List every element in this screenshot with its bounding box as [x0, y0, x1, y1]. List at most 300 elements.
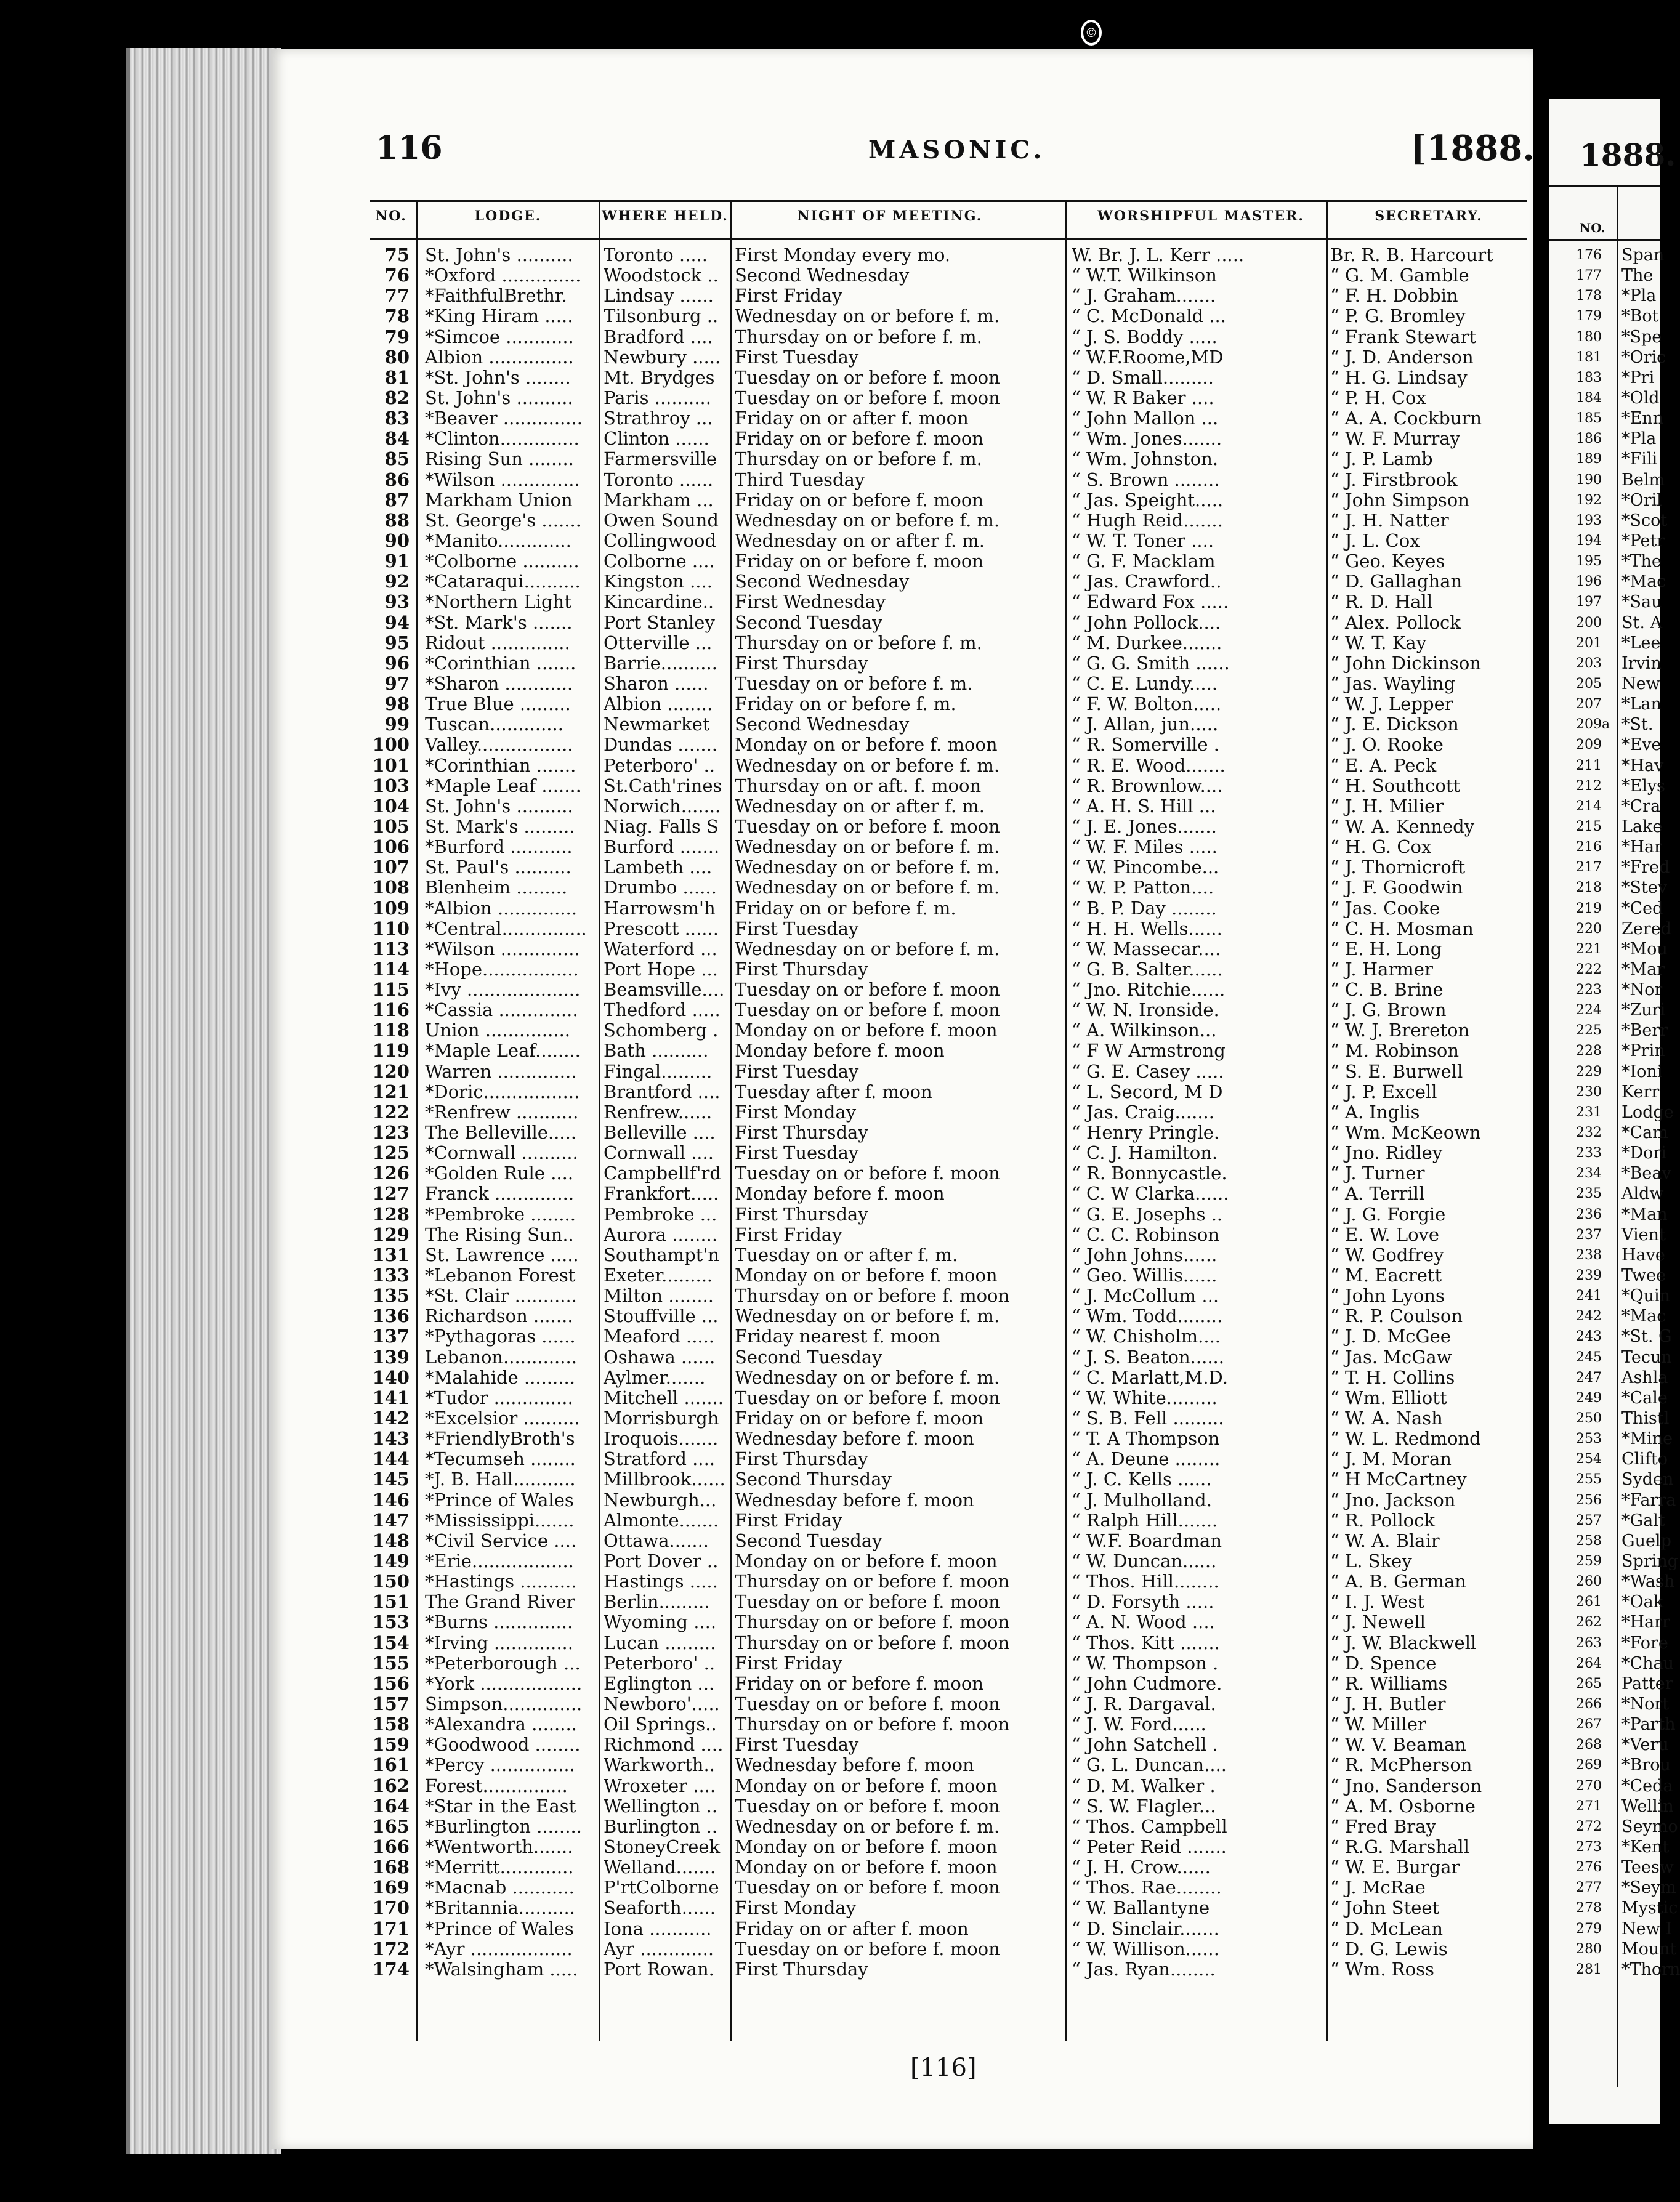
- secretary: “ J. E. Dickson: [1330, 714, 1459, 735]
- facing-lodge-number: 181: [1576, 349, 1602, 365]
- facing-lodge-name: *Quin: [1621, 1286, 1671, 1306]
- page-116: [271, 49, 1533, 2149]
- lodge-name: *FaithfulBrethr.: [425, 285, 567, 307]
- meeting-place: Owen Sound: [604, 509, 719, 531]
- secretary: “ J. Firstbrook: [1330, 469, 1458, 490]
- lodge-number: 143: [372, 1428, 410, 1450]
- footer-page-number: [116]: [910, 2054, 977, 2082]
- table-row: [271, 531, 1533, 551]
- lodge-name: *Doric.................: [425, 1081, 580, 1102]
- lodge-number: 147: [372, 1509, 410, 1531]
- lodge-name: *Civil Service ....: [425, 1530, 577, 1551]
- facing-lodge-name: *Pri: [1621, 368, 1655, 387]
- lodge-name: St. Mark's .........: [425, 815, 575, 837]
- meeting-place: Prescott ......: [604, 918, 719, 939]
- lodge-number: 171: [372, 1918, 410, 1939]
- meeting-place: Lucan .........: [604, 1632, 716, 1653]
- lodge-name: St. John's ..........: [425, 795, 573, 817]
- secretary: “ J. D. Anderson: [1330, 346, 1474, 368]
- secretary: “ D. G. Lewis: [1330, 1938, 1448, 1959]
- lodge-number: 97: [384, 672, 410, 694]
- facing-lodge-number: 263: [1576, 1635, 1602, 1651]
- meeting-night: Second Wednesday: [735, 714, 910, 735]
- lodge-name: *Cataraqui..........: [425, 571, 581, 592]
- lodge-number: 146: [372, 1489, 410, 1510]
- facing-lodge-name: Spring: [1621, 1552, 1678, 1571]
- meeting-night: Second Tuesday: [735, 611, 882, 633]
- lodge-name: St. Lawrence .....: [425, 1244, 579, 1265]
- secretary: “ J. G. Forgie: [1330, 1203, 1446, 1225]
- meeting-night: Tuesday on or before f. moon: [735, 815, 1000, 837]
- table-row: [271, 694, 1533, 714]
- meeting-place: StoneyCreek: [604, 1836, 721, 1857]
- lodge-number: 127: [372, 1183, 410, 1204]
- meeting-night: First Friday: [735, 1224, 842, 1245]
- facing-lodge-number: 195: [1576, 554, 1602, 570]
- facing-lodge-name: *Elys: [1621, 776, 1665, 796]
- lodge-number: 105: [372, 815, 410, 837]
- meeting-place: Woodstock ..: [604, 265, 719, 286]
- secretary: “ J. H. Milier: [1330, 795, 1444, 817]
- lodge-name: *Ayr ..................: [425, 1938, 573, 1959]
- worshipful-master: “ John Mallon ...: [1072, 408, 1219, 429]
- facing-lodge-number: 196: [1576, 574, 1602, 590]
- facing-lodge-number: 183: [1576, 369, 1602, 385]
- meeting-place: Almonte.......: [604, 1509, 719, 1531]
- worshipful-master: “ D. Small.........: [1072, 366, 1214, 388]
- facing-lodge-name: *Prin: [1621, 1041, 1665, 1061]
- secretary: “ W. J. Brereton: [1330, 1020, 1470, 1041]
- lodge-number: 96: [384, 652, 410, 674]
- facing-lodge-name: *Oric: [1621, 347, 1666, 367]
- meeting-place: Barrie..........: [604, 652, 717, 674]
- lodge-number: 115: [372, 979, 410, 1001]
- table-row: [271, 1265, 1533, 1286]
- meeting-place: Harrowsm'h: [604, 897, 716, 919]
- meeting-night: Monday on or before f. moon: [735, 1857, 998, 1878]
- table-row: [271, 1817, 1533, 1837]
- secretary: “ J. P. Lamb: [1330, 448, 1433, 470]
- facing-list-item: [1549, 1735, 1669, 1755]
- lodge-name: *Colborne ..........: [425, 550, 580, 572]
- secretary: “ J. M. Moran: [1330, 1448, 1452, 1470]
- facing-lodge-number: 179: [1576, 309, 1602, 325]
- meeting-place: Niag. Falls S: [604, 815, 719, 837]
- meeting-place: St.Cath'rines: [604, 775, 722, 796]
- meeting-place: Port Hope ...: [604, 958, 718, 980]
- lodge-table: [271, 245, 1533, 1980]
- lodge-name: *Irving ..............: [425, 1632, 573, 1653]
- facing-lodge-name: Aldw: [1621, 1184, 1664, 1204]
- table-row: [271, 551, 1533, 571]
- table-row: [271, 449, 1533, 469]
- facing-list-item: [1549, 1429, 1673, 1449]
- meeting-place: Sharon ......: [604, 672, 709, 694]
- secretary: “ J. Thornicroft: [1330, 857, 1466, 878]
- worshipful-master: “ Wm. Jones.......: [1072, 428, 1222, 450]
- worshipful-master: “ W. R Baker ....: [1072, 387, 1214, 408]
- book-page-edges: [126, 48, 281, 2154]
- lodge-name: *Corinthian .......: [425, 652, 576, 674]
- meeting-place: Newmarket: [604, 714, 710, 735]
- secretary: “ D. Spence: [1330, 1652, 1437, 1674]
- meeting-night: First Friday: [735, 1652, 842, 1674]
- lodge-name: Warren ..............: [425, 1060, 577, 1082]
- secretary: “ Jas. Wayling: [1330, 672, 1456, 694]
- lodge-number: 142: [372, 1408, 410, 1429]
- meeting-night: Second Tuesday: [735, 1530, 882, 1551]
- lodge-name: The Rising Sun..: [425, 1224, 574, 1245]
- worshipful-master: “ A. Wilkinson...: [1072, 1020, 1217, 1041]
- lodge-number: 156: [372, 1672, 410, 1694]
- secretary: “ J. O. Rooke: [1330, 734, 1444, 756]
- meeting-place: Newburgh...: [604, 1489, 717, 1510]
- lodge-name: Rising Sun ........: [425, 448, 574, 470]
- facing-lodge-number: 184: [1576, 390, 1602, 406]
- facing-lodge-name: *Nor: [1621, 980, 1663, 1000]
- facing-list-item: [1549, 1877, 1676, 1898]
- facing-lodge-number: 217: [1576, 860, 1602, 876]
- facing-lodge-name: Ashla: [1621, 1368, 1668, 1387]
- meeting-night: Wednesday on or before f. m.: [735, 1305, 1000, 1327]
- lodge-name: Simpson..............: [425, 1693, 583, 1714]
- facing-lodge-number: 236: [1576, 1206, 1602, 1222]
- worshipful-master: “ Edward Fox .....: [1072, 591, 1229, 613]
- worshipful-master: “ S. W. Flagler...: [1072, 1795, 1216, 1817]
- lodge-name: Union ...............: [425, 1020, 571, 1041]
- facing-list-item: [1549, 408, 1663, 429]
- table-row: [271, 592, 1533, 612]
- facing-list-item: [1549, 1408, 1670, 1429]
- meeting-night: Tuesday on or before f. moon: [735, 366, 1000, 388]
- worshipful-master: “ Wm. Todd........: [1072, 1305, 1223, 1327]
- secretary: “ F. H. Dobbin: [1330, 285, 1458, 307]
- facing-lodge-name: Tecun: [1621, 1347, 1672, 1367]
- secretary: “ E. A. Peck: [1330, 754, 1437, 776]
- meeting-night: Wednesday on or before f. m.: [735, 1366, 1000, 1388]
- meeting-place: Southampt'n: [604, 1244, 719, 1265]
- facing-list-item: [1549, 551, 1660, 571]
- worshipful-master: “ Jno. Ritchie......: [1072, 979, 1226, 1001]
- facing-lodge-number: 273: [1576, 1839, 1602, 1855]
- lodge-name: *Manito.............: [425, 530, 571, 551]
- worshipful-master: “ J. S. Boddy .....: [1072, 326, 1218, 347]
- secretary: “ H. G. Lindsay: [1330, 366, 1468, 388]
- secretary: “ H McCartney: [1330, 1469, 1467, 1490]
- secretary: “ W. A. Nash: [1330, 1408, 1443, 1429]
- meeting-place: Belleville ....: [604, 1122, 716, 1143]
- secretary: “ Jno. Sanderson: [1330, 1775, 1482, 1796]
- facing-lodge-name: New: [1621, 674, 1660, 693]
- meeting-place: Thedford .....: [604, 999, 721, 1021]
- table-row: [271, 1204, 1533, 1225]
- lodge-name: *Northern Light: [425, 591, 571, 613]
- lodge-number: 170: [372, 1897, 410, 1919]
- meeting-place: Bradford ....: [604, 326, 713, 347]
- table-row: [271, 1225, 1533, 1245]
- table-row: [271, 1510, 1533, 1531]
- worshipful-master: “ J. Graham.......: [1072, 285, 1216, 307]
- secretary: “ E. H. Long: [1330, 938, 1442, 959]
- lodge-number: 137: [372, 1326, 410, 1347]
- facing-lodge-number: 281: [1576, 1961, 1602, 1977]
- table-row: [271, 1082, 1533, 1102]
- facing-lodge-number: 212: [1576, 778, 1602, 794]
- facing-lodge-number: 190: [1576, 472, 1602, 488]
- facing-list-item: [1549, 1510, 1665, 1531]
- worshipful-master: “ C. C. Robinson: [1072, 1224, 1220, 1245]
- table-row: [271, 1837, 1533, 1857]
- meeting-night: Wednesday on or before f. m.: [735, 857, 1000, 878]
- facing-list-item: [1549, 1388, 1668, 1408]
- lodge-number: 128: [372, 1203, 410, 1225]
- table-row: [271, 1163, 1533, 1184]
- lodge-number: 84: [384, 428, 410, 450]
- facing-lodge-number: 201: [1576, 635, 1602, 651]
- facing-list-item: [1549, 1755, 1671, 1775]
- facing-list-item: [1549, 1368, 1668, 1388]
- facing-lodge-name: *Brou: [1621, 1756, 1671, 1775]
- meeting-place: Dundas .......: [604, 734, 718, 756]
- meeting-night: Friday on or before f. moon: [735, 550, 984, 572]
- facing-lodge-number: 231: [1576, 1104, 1602, 1120]
- facing-lodge-name: *Spe: [1621, 327, 1662, 347]
- facing-list-item: [1549, 653, 1660, 674]
- facing-lodge-number: 239: [1576, 1268, 1602, 1284]
- worshipful-master: “ W. Massecar....: [1072, 938, 1221, 959]
- table-row: [271, 1062, 1533, 1082]
- table-row: [271, 368, 1533, 388]
- table-row: [271, 796, 1533, 817]
- meeting-place: Iroquois.......: [604, 1428, 719, 1450]
- facing-list-item: [1549, 776, 1665, 796]
- lodge-number: 136: [372, 1305, 410, 1327]
- facing-list-item: [1549, 959, 1665, 980]
- worshipful-master: “ G. B. Salter......: [1072, 958, 1223, 980]
- secretary: “ Geo. Keyes: [1330, 550, 1445, 572]
- meeting-place: Newbury .....: [604, 346, 721, 368]
- facing-lodge-name: Zered: [1621, 919, 1671, 938]
- facing-list-item: [1549, 877, 1668, 898]
- facing-lodge-number: 235: [1576, 1186, 1602, 1202]
- lodge-number: 149: [372, 1551, 410, 1571]
- meeting-night: Thursday on or aft. f. moon: [735, 775, 982, 796]
- lodge-name: *Ivy ....................: [425, 979, 581, 1001]
- lodge-name: *Burns ..............: [425, 1611, 573, 1633]
- facing-lodge-number: 197: [1576, 594, 1602, 610]
- lodge-name: Tuscan.............: [425, 714, 563, 735]
- meeting-place: Brantford ....: [604, 1081, 721, 1102]
- facing-lodge-name: *Lee: [1621, 633, 1661, 653]
- table-row: [271, 1429, 1533, 1449]
- lodge-name: *St. Clair ...........: [425, 1285, 577, 1307]
- lodge-number: 174: [372, 1958, 410, 1980]
- facing-list-item: [1549, 1041, 1665, 1061]
- facing-lodge-number: 222: [1576, 961, 1602, 977]
- worshipful-master: “ Ralph Hill.......: [1072, 1509, 1218, 1531]
- meeting-place: Aurora ........: [604, 1224, 718, 1245]
- facing-lodge-name: St. A: [1621, 613, 1663, 632]
- facing-lodge-number: 234: [1576, 1166, 1602, 1182]
- lodge-number: 139: [372, 1346, 410, 1368]
- facing-list-item: [1549, 898, 1663, 919]
- facing-lodge-name: *Fili: [1621, 450, 1658, 469]
- table-row: [271, 714, 1533, 735]
- secretary: “ W. A. Blair: [1330, 1530, 1440, 1551]
- facing-list-item: [1549, 980, 1663, 1000]
- meeting-night: Monday before f. moon: [735, 1040, 945, 1062]
- facing-list-item: [1549, 1123, 1668, 1143]
- worshipful-master: “ Jas. Crawford..: [1072, 571, 1222, 592]
- secretary: “ A. B. German: [1330, 1571, 1466, 1592]
- facing-page: [1549, 99, 1680, 2124]
- meeting-night: Wednesday on or before f. m.: [735, 754, 1000, 776]
- meeting-place: Ayr .............: [604, 1938, 714, 1959]
- facing-lodge-name: *Zuri: [1621, 1001, 1666, 1020]
- facing-lodge-number: 264: [1576, 1655, 1602, 1671]
- meeting-night: Friday on or before f. moon: [735, 489, 984, 510]
- facing-list-item: [1549, 347, 1666, 368]
- lodge-number: 145: [372, 1469, 410, 1490]
- facing-lodge-name: Wellin: [1621, 1796, 1674, 1816]
- facing-list-item: [1549, 449, 1660, 469]
- facing-lodge-number: 276: [1576, 1860, 1602, 1876]
- col-header-lodge: LODGE.: [474, 208, 542, 224]
- facing-lodge-number: 280: [1576, 1941, 1602, 1957]
- meeting-place: Hastings .....: [604, 1571, 718, 1592]
- meeting-night: First Thursday: [735, 1122, 868, 1143]
- facing-lodge-number: 247: [1576, 1369, 1602, 1385]
- secretary: “ H. Southcott: [1330, 775, 1461, 796]
- secretary: “ J. L. Cox: [1330, 530, 1420, 551]
- worshipful-master: “ W.F.Roome,MD: [1072, 346, 1224, 368]
- table-row: [271, 1143, 1533, 1163]
- secretary: “ W. Miller: [1330, 1714, 1426, 1735]
- table-row: [271, 1020, 1533, 1041]
- col-header-secretary: SECRETARY.: [1375, 208, 1483, 224]
- table-row: [271, 388, 1533, 408]
- facing-lodge-name: *Cra: [1621, 796, 1661, 816]
- facing-lodge-number: 272: [1576, 1818, 1602, 1834]
- facing-lodge-number: 238: [1576, 1247, 1602, 1263]
- secretary: “ W. L. Redmond: [1330, 1428, 1481, 1450]
- lodge-name: *Excelsior ..........: [425, 1408, 580, 1429]
- table-row: [271, 1633, 1533, 1653]
- meeting-place: Lambeth ....: [604, 857, 713, 878]
- table-row: [271, 1184, 1533, 1204]
- secretary: “ W. V. Beaman: [1330, 1734, 1466, 1756]
- worshipful-master: “ L. Secord, M D: [1072, 1081, 1223, 1102]
- lodge-name: *Pythagoras ......: [425, 1326, 576, 1347]
- meeting-night: First Friday: [735, 1509, 842, 1531]
- table-row: [271, 1102, 1533, 1123]
- lodge-name: *St. John's ........: [425, 366, 571, 388]
- facing-lodge-list: [1549, 245, 1680, 1980]
- secretary: “ Frank Stewart: [1330, 326, 1477, 347]
- lodge-name: *Tecumseh ........: [425, 1448, 576, 1470]
- facing-lodge-name: *Ceda: [1621, 1776, 1673, 1796]
- lodge-number: 109: [372, 897, 410, 919]
- lodge-name: *Wentworth.......: [425, 1836, 573, 1857]
- meeting-place: Renfrew......: [604, 1101, 713, 1123]
- facing-lodge-name: Twee: [1621, 1266, 1666, 1286]
- facing-lodge-number: 225: [1576, 1023, 1602, 1039]
- worshipful-master: “ J. S. Beaton......: [1072, 1346, 1224, 1368]
- facing-list-item: [1549, 613, 1663, 633]
- lodge-number: 81: [384, 366, 410, 388]
- meeting-place: Beamsville....: [604, 979, 725, 1001]
- table-row: [271, 1388, 1533, 1408]
- meeting-place: Burlington ..: [604, 1815, 718, 1837]
- secretary: “ A. M. Osborne: [1330, 1795, 1476, 1817]
- lodge-name: *Beaver ..............: [425, 408, 583, 429]
- worshipful-master: “ Wm. Johnston.: [1072, 448, 1219, 470]
- lodge-number: 116: [372, 999, 410, 1021]
- table-row: [271, 1245, 1533, 1265]
- meeting-night: Tuesday on or before f. moon: [735, 999, 1000, 1021]
- meeting-place: Otterville ...: [604, 632, 713, 653]
- worshipful-master: “ W. Willison......: [1072, 1938, 1219, 1959]
- lodge-number: 159: [372, 1734, 410, 1756]
- lodge-number: 80: [384, 346, 410, 368]
- lodge-name: True Blue .........: [425, 693, 571, 715]
- worshipful-master: “ W. Ballantyne: [1072, 1897, 1210, 1919]
- meeting-place: Drumbo ......: [604, 877, 717, 898]
- meeting-place: Cornwall ....: [604, 1142, 714, 1164]
- lodge-name: *J. B. Hall...........: [425, 1469, 576, 1490]
- meeting-place: Newboro'.....: [604, 1693, 720, 1714]
- secretary: “ R. D. Hall: [1330, 591, 1433, 613]
- facing-list-item: [1549, 327, 1660, 347]
- col-header-where: WHERE HELD.: [602, 208, 729, 224]
- facing-list-item: [1549, 1612, 1670, 1632]
- facing-list-item: [1549, 531, 1665, 551]
- meeting-place: Port Rowan.: [604, 1958, 714, 1980]
- worshipful-master: “ Peter Reid .......: [1072, 1836, 1227, 1857]
- facing-list-item: [1549, 1245, 1665, 1265]
- facing-lodge-number: 224: [1576, 1002, 1602, 1018]
- secretary: “ W. T. Kay: [1330, 632, 1427, 653]
- facing-lodge-number: 270: [1576, 1778, 1602, 1794]
- facing-list-item: [1549, 939, 1668, 959]
- secretary: “ R. Pollock: [1330, 1509, 1435, 1531]
- meeting-night: First Tuesday: [735, 1142, 859, 1164]
- facing-lodge-name: *Pla: [1621, 429, 1657, 449]
- meeting-night: Friday nearest f. moon: [735, 1326, 940, 1347]
- secretary: “ A. Inglis: [1330, 1101, 1420, 1123]
- meeting-place: Wellington ..: [604, 1795, 718, 1817]
- meeting-night: Tuesday on or before f. moon: [735, 1591, 1000, 1613]
- table-row: [271, 306, 1533, 326]
- lodge-name: *Wilson ..............: [425, 938, 580, 959]
- meeting-night: Wednesday on or after f. m.: [735, 795, 985, 817]
- secretary: “ H. G. Cox: [1330, 836, 1432, 858]
- meeting-place: Frankfort.....: [604, 1183, 719, 1204]
- lodge-number: 135: [372, 1285, 410, 1307]
- meeting-night: Thursday on or before f. moon: [735, 1714, 1010, 1735]
- table-row: [271, 1592, 1533, 1612]
- worshipful-master: “ M. Durkee.......: [1072, 632, 1222, 653]
- facing-list-item: [1549, 1959, 1680, 1980]
- facing-lodge-number: 193: [1576, 512, 1602, 528]
- secretary: “ Fred Bray: [1330, 1815, 1436, 1837]
- facing-list-item: [1549, 429, 1660, 449]
- table-row: [271, 877, 1533, 898]
- facing-list-item: [1549, 1633, 1668, 1653]
- facing-lodge-number: 203: [1576, 655, 1602, 671]
- meeting-night: Wednesday before f. moon: [735, 1754, 974, 1776]
- meeting-place: Colborne ....: [604, 550, 715, 572]
